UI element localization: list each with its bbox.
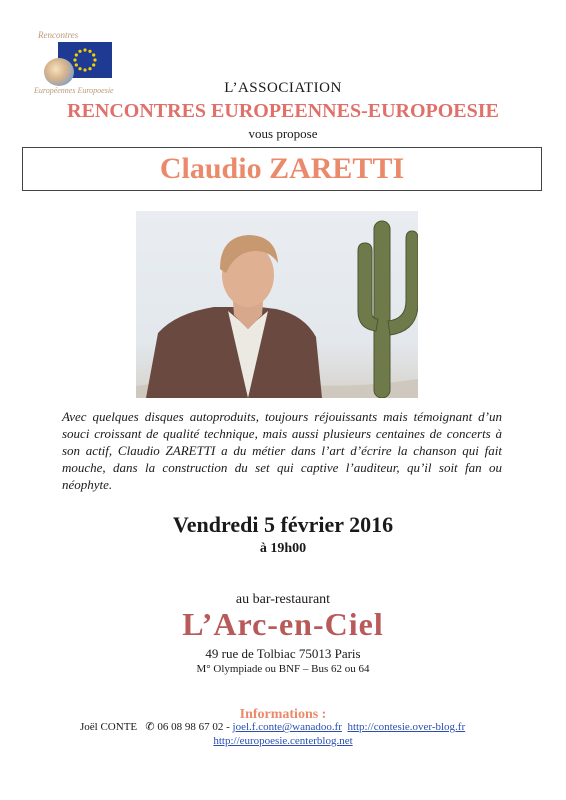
contact-name: Joël CONTE (80, 721, 138, 733)
venue-intro: au bar-restaurant (235, 592, 331, 607)
organization-name: RENCONTRES EUROPEENNES-EUROPOESIE (67, 100, 499, 122)
venue-name: L’Arc-en-Ciel (182, 606, 384, 642)
association-label: L’ASSOCIATION (224, 80, 342, 96)
venue-address: 49 rue de Tolbiac 75013 Paris (205, 646, 361, 661)
logo-script-bottom: Européennes Europoesie (34, 86, 114, 95)
contact-email-link[interactable]: joel.f.conte@wanadoo.fr (232, 721, 342, 733)
contact-line (80, 720, 550, 733)
artist-description: Avec quelques disques autoproduits, toujours réjouissants mais témoignant d’un souci croissant de qualité technique, mais aussi plusieurs centaines de concerts à son actif, Claudio ZARETTI a du métier dans l’art d’écrire la chanson qui fait mouche, dans la construction du set qui captive l’auditeur, qu’il soit fan ou néophyte. (62, 409, 502, 492)
artist-photo (136, 211, 418, 398)
phone-icon: ✆ (145, 721, 155, 733)
logo-script-top: Rencontres (38, 30, 79, 40)
info-heading: Informations : (239, 707, 327, 722)
europoesie-blog-link[interactable]: http://europoesie.centerblog.net (213, 735, 353, 747)
artist-name-box (22, 147, 542, 191)
event-time: à 19h00 (259, 541, 307, 556)
contact-phone: 06 08 98 67 02 - (157, 721, 230, 733)
artist-name: Claudio ZARETTI (159, 152, 405, 185)
contesie-site-link[interactable]: http://contesie.over-blog.fr (347, 721, 466, 733)
venue-transport: M° Olympiade ou BNF – Bus 62 ou 64 (196, 663, 370, 675)
proposes-label: vous propose (248, 126, 318, 141)
event-date: Vendredi 5 février 2016 (172, 512, 394, 537)
